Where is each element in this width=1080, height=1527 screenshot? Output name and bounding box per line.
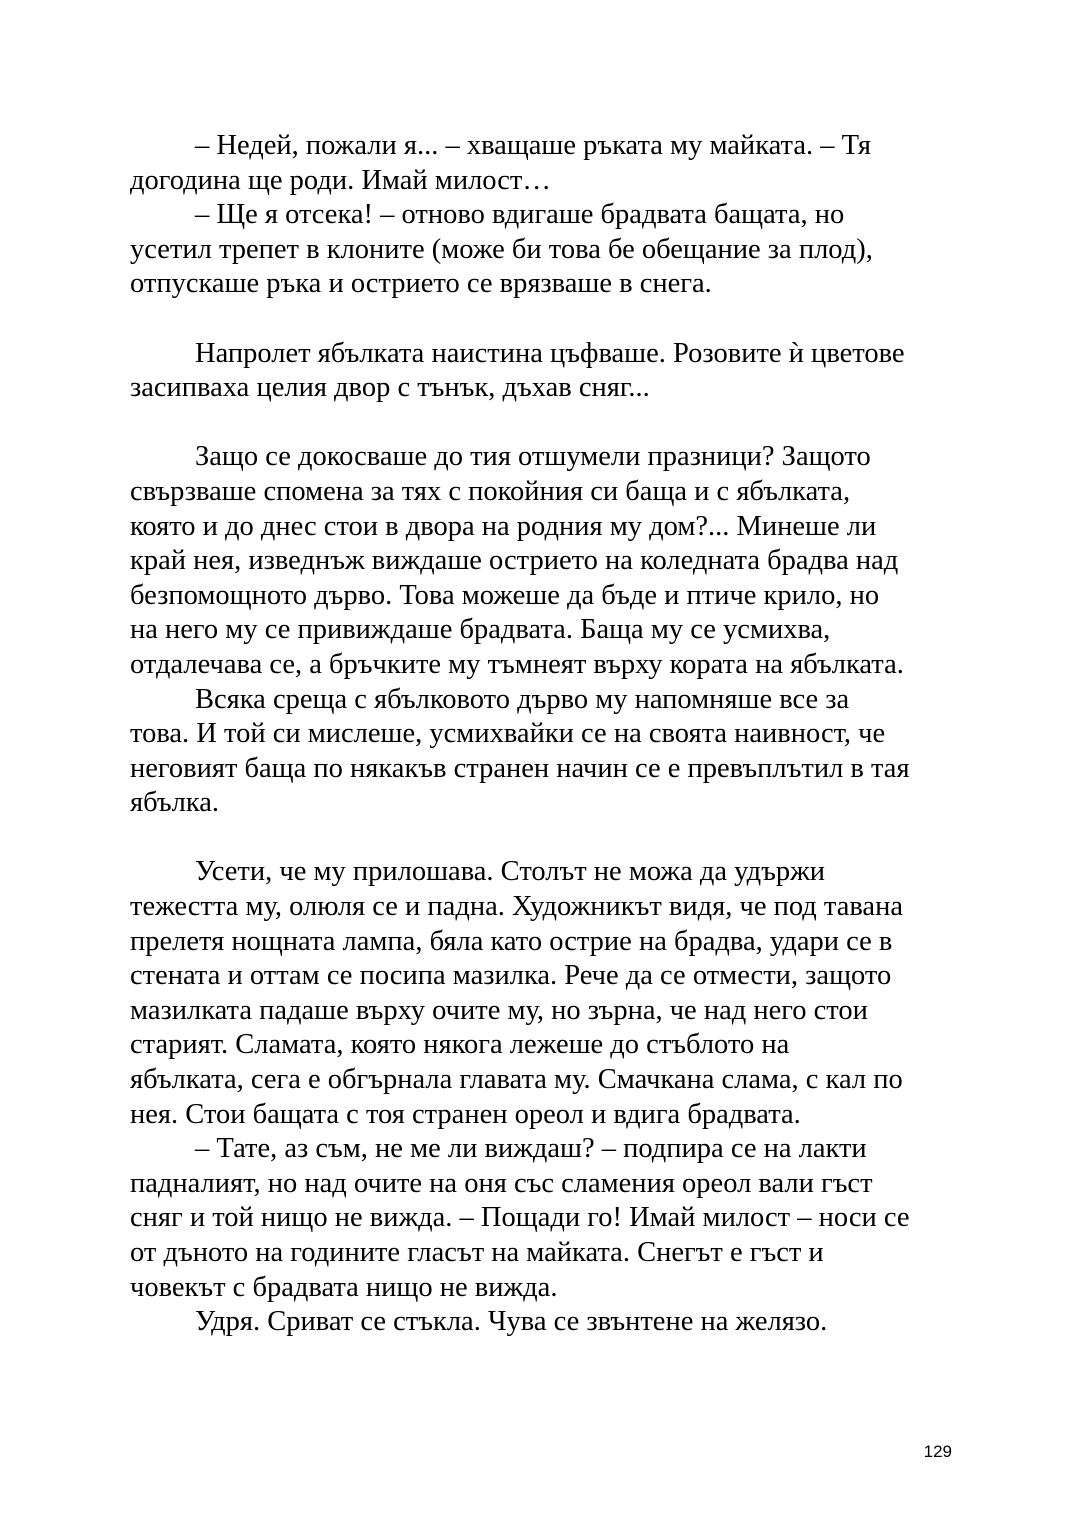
text-line: свързваше спомена за тях с покойния си баща и с ябълката, (130, 475, 851, 507)
text-line: догодина ще роди. Имай милост… (130, 164, 551, 196)
text-line: безпомощното дърво. Това можеше да бъде и птиче крило, но (130, 579, 880, 611)
text-line: тежестта му, олюля се и падна. Художникът видя, че под тавана (130, 891, 903, 923)
paragraph-gap (130, 821, 960, 856)
text-line: засипваха целия двор с тънък, дъхав сняг... (130, 372, 650, 404)
text-line: от дъното на годините гласът на майката. Снегът е гъст и (130, 1237, 824, 1268)
text-line: Защо се докосваше до тия отшумели празници? Защото (195, 441, 871, 473)
text-line: ябълка. (130, 787, 220, 819)
text-line: – Недей, пожали я... – хващаше ръката му майката. – Тя (195, 130, 872, 161)
text-line: това. И той си мислеше, усмихвайки се на своята наивност, че (130, 718, 886, 750)
text-line: отдалечава се, а бръчките му тъмнеят върху кората на ябълката. (130, 648, 904, 680)
text-line: Напролет ябълката наистина цъфваше. Розовите ѝ цветове (195, 337, 905, 369)
text-line: – Тате, аз съм, не ме ли виждаш? – подпира се на лакти (195, 1133, 867, 1165)
text-line: падналият, но над очите на оня със сламения ореол вали гъст (130, 1167, 873, 1199)
body-text (130, 129, 960, 1340)
text-line: старият. Сламата, която някога лежеше до стъблото на (130, 1029, 790, 1061)
text-line: сняг и той нищо не вижда. – Пощади го! Имай милост – носи се (130, 1202, 910, 1234)
text-line: отпускаше ръка и острието се врязваше в снега. (130, 268, 712, 300)
text-line: неговият баща по някакъв странен начин се е превъплътил в тая (130, 752, 910, 784)
text-line: ябълката, сега е обгърнала главата му. Смачкана слама, с кал по (130, 1064, 903, 1096)
paragraph-gap (130, 302, 960, 337)
text-line: нея. Стои бащата с тоя странен ореол и вдига брадвата. (130, 1098, 801, 1130)
text-line: край нея, изведнъж виждаше острието на коледната брадва над (130, 545, 899, 577)
text-line: усетил трепет в клоните (може би това бе обещание за плод), (130, 233, 873, 265)
text-line: на него му се привиждаше брадвата. Баща му се усмихва, (130, 614, 831, 646)
paragraph-gap (130, 406, 960, 441)
text-line: мазилката падаше върху очите му, но зърна, че над него стои (130, 994, 868, 1026)
text-line: Всяка среща с ябълковото дърво му напомняше все за (195, 683, 850, 715)
text-line: която и до днес стои в двора на родния му дом?... Минеше ли (130, 510, 877, 542)
text-line: – Ще я отсека! – отново вдигаше брадвата бащата, но (195, 199, 845, 231)
text-line: Усети, че му прилошава. Столът не можа да удържи (195, 856, 826, 888)
text-line: стената и оттам се посипа мазилка. Рече да се отмести, защото (130, 960, 892, 992)
text-line: Удря. Сриват се стъкла. Чува се звънтене на желязо. (195, 1306, 828, 1338)
text-line: човекът с брадвата нищо не вижда. (130, 1271, 558, 1303)
page-number: 129 (923, 1442, 952, 1461)
text-line: прелетя нощната лампа, бяла като острие на брадва, удари се в (130, 925, 893, 957)
